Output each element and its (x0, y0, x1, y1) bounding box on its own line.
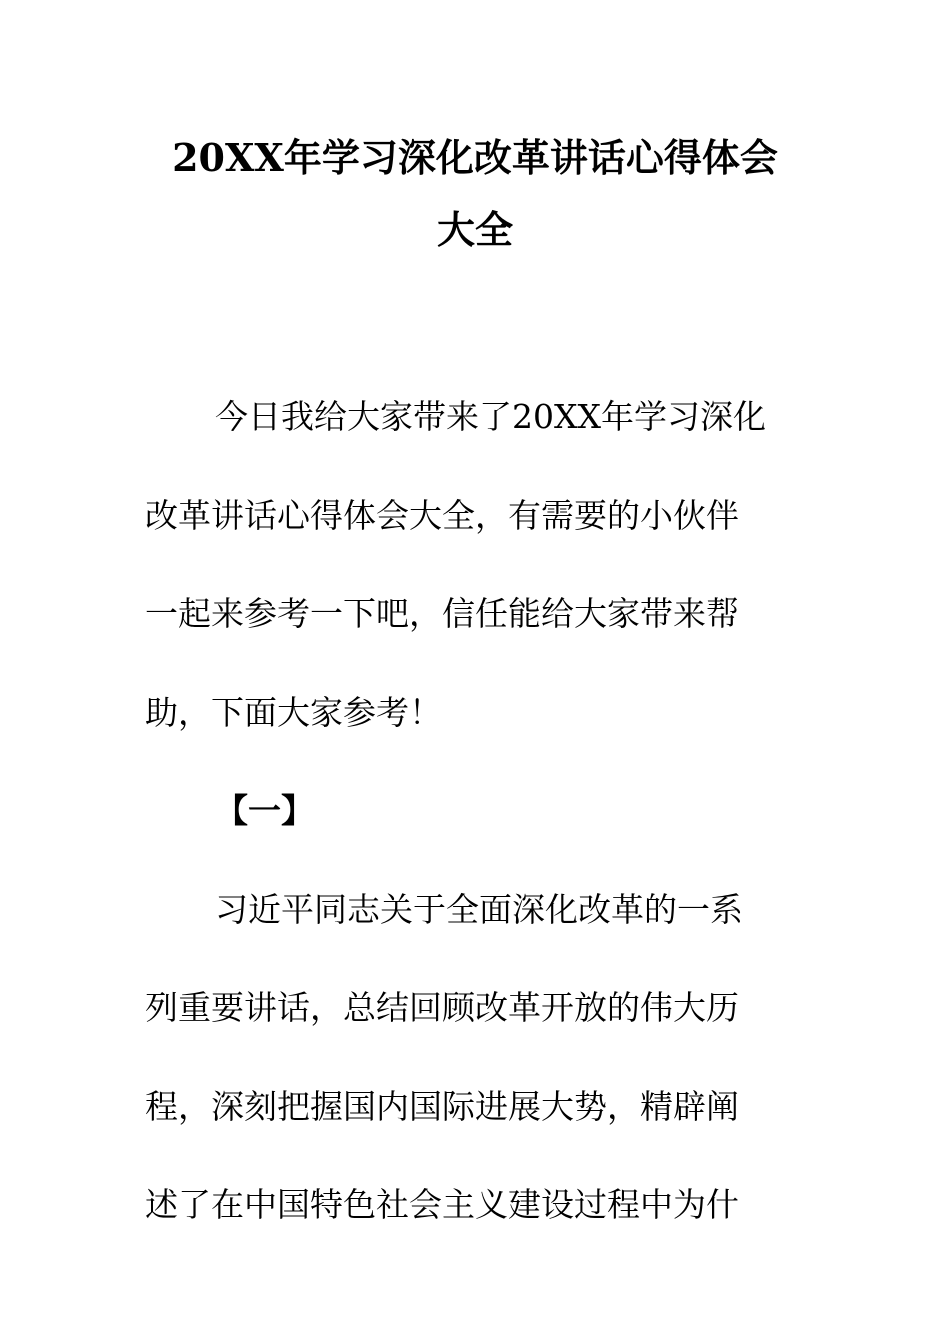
paragraph-2-line-4: 述了在中国特色社会主义建设过程中为什 (145, 1185, 739, 1224)
paragraph-1-line-4: 助，下面大家参考！ (145, 692, 442, 732)
section-heading-1: 【一】 (215, 791, 314, 830)
title-line-1: 20XX年学习深化改革讲话心得体会 (172, 135, 778, 180)
document-body (145, 368, 805, 1255)
paragraph-2-line-2: 列重要讲话，总结回顾改革开放的伟大历 (145, 988, 739, 1027)
paragraph-1-line-3: 一起来参考一下吧，信任能给大家带来帮 (145, 594, 739, 633)
paragraph-1-line-2: 改革讲话心得体会大全，有需要的小伙伴 (145, 495, 739, 535)
paragraph-2-line-3: 程，深刻把握国内国际进展大势，精辟阐 (145, 1086, 739, 1126)
document-title (145, 122, 805, 266)
paragraph-2-line-1: 习近平同志关于全面深化改革的一系 (215, 889, 743, 929)
title-line-2: 大全 (436, 207, 513, 252)
paragraph-1-line-1: 今日我给大家带来了20XX年学习深化 (215, 397, 766, 436)
